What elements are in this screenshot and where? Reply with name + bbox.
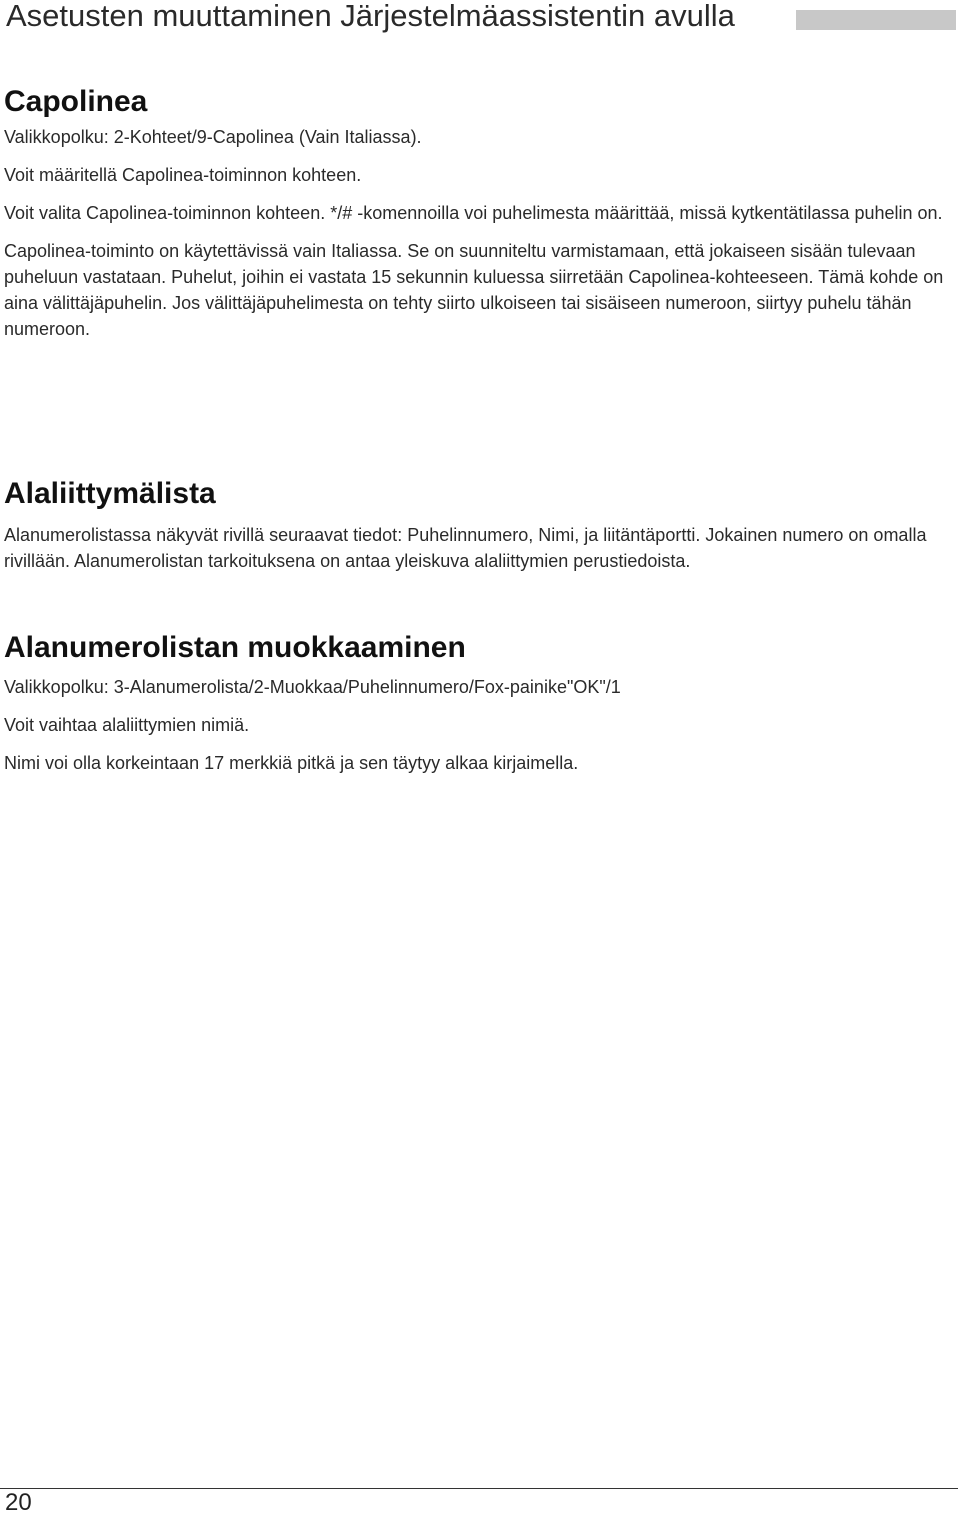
paragraph: Voit vaihtaa alaliittymien nimiä.: [4, 715, 250, 735]
menu-path-text: Valikkopolku: 3-Alanumerolista/2-Muokkaa/Puhelinnumero/Fox-painike"OK"/1: [4, 677, 621, 697]
page-number: 20: [5, 1489, 32, 1516]
section-capolinea: [4, 84, 956, 354]
footer-divider: [0, 1488, 958, 1489]
section-title: Alaliittymälista: [4, 477, 216, 510]
header-decorative-bar: [796, 10, 956, 30]
paragraph: Nimi voi olla korkeintaan 17 merkkiä pitkä ja sen täytyy alkaa kirjaimella.: [4, 753, 579, 773]
section-alaliittymalista: [4, 476, 956, 574]
paragraph: Voit valita Capolinea-toiminnon kohteen. */# -komennoilla voi puhelimesta määrittää, missä kytkentätilassa puhelin on.: [4, 203, 943, 223]
paragraph: Capolinea-toiminto on käytettävissä vain Italiassa. Se on suunniteltu varmistamaan, että jokaiseen sisään tulevaan puheluun vastataan. Puhelut, joihin ei vastata 15 sekunnin kuluessa siirretään Capolinea-kohteeseen. Tämä kohde on aina välittäjäpuhelin. Jos välittäjäpuhelimesta on tehty siirto ulkoiseen tai sisäiseen numeroon, siirtyy puhelu tähän numeroon.: [4, 241, 944, 339]
menu-path-text: Valikkopolku: 2-Kohteet/9-Capolinea (Vain Italiassa).: [4, 127, 422, 147]
section-title: Alanumerolistan muokkaaminen: [4, 631, 466, 664]
page-footer: [0, 1480, 960, 1517]
paragraph: Voit määritellä Capolinea-toiminnon kohteen.: [4, 165, 362, 185]
page-header-title: Asetusten muuttaminen Järjestelmäassistentin avulla: [6, 0, 735, 33]
section-title: Capolinea: [4, 85, 148, 118]
section-alanumerolistan-muokkaaminen: [4, 630, 956, 788]
page-header: [0, 0, 960, 40]
paragraph: Alanumerolistassa näkyvät rivillä seuraavat tiedot: Puhelinnumero, Nimi, ja liitäntäportti. Jokainen numero on omalla rivillään. Alanumerolistan tarkoituksena on antaa yleiskuva alaliittymien perustiedoista.: [4, 525, 927, 571]
